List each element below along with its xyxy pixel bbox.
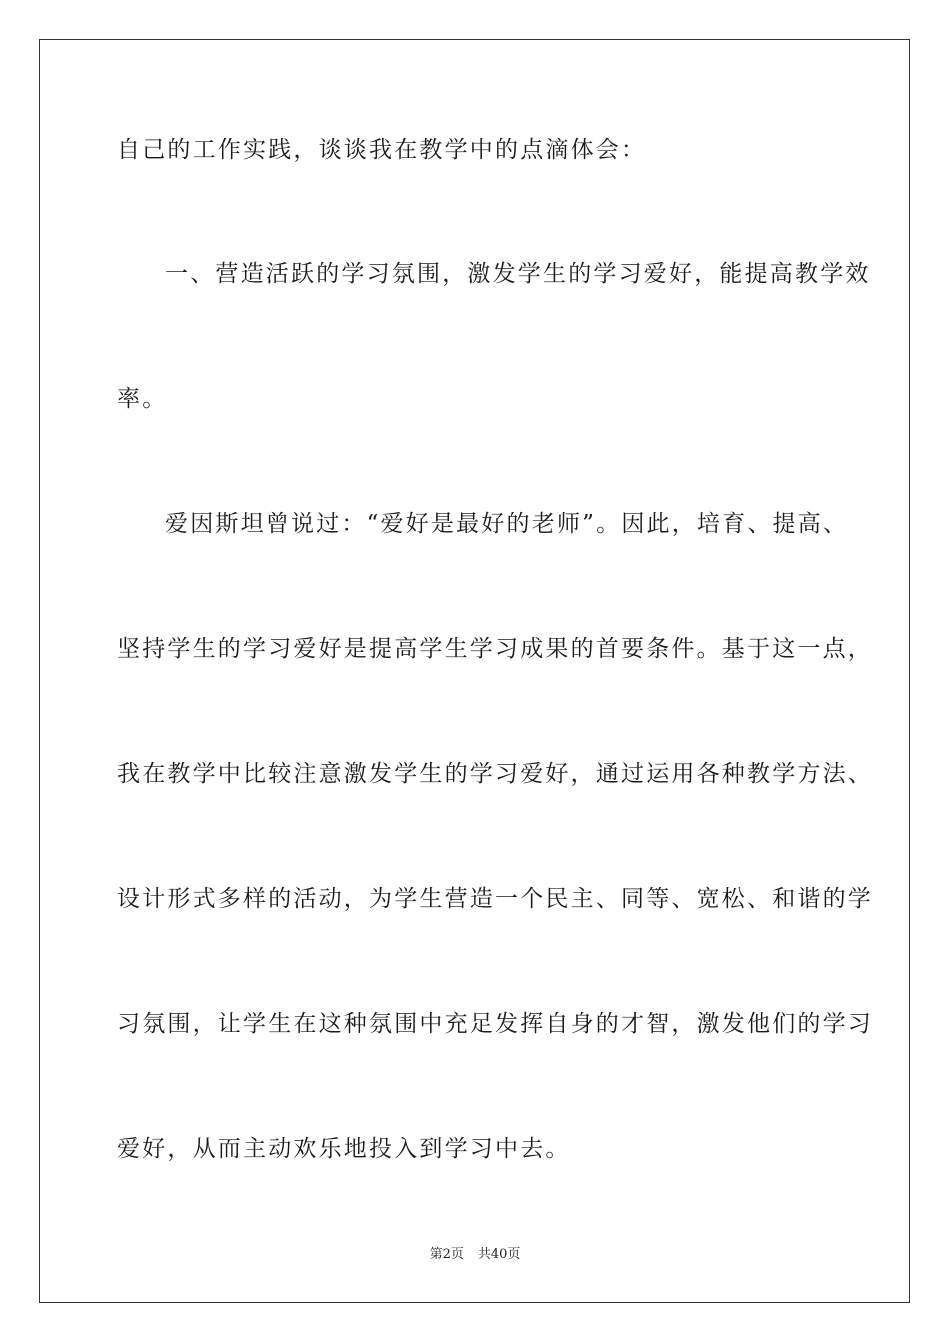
paragraph-line-3: 我在教学中比较注意激发学生的学习爱好，通过运用各种教学方法、 (117, 761, 873, 787)
paragraph-line-2: 坚持学生的学习爱好是提高学生学习成果的首要条件。基于这一点， (117, 636, 873, 662)
body-line-1: 自己的工作实践，谈谈我在教学中的点滴体会： (117, 137, 647, 163)
page-border (39, 39, 910, 1303)
page-footer (0, 1247, 950, 1263)
paragraph-line-5: 习氛围，让学生在这种氛围中充足发挥自身的才智，激发他们的学习 (117, 1011, 873, 1037)
page-number: 第2页 (429, 1247, 464, 1262)
section-heading-line-2: 率。 (117, 386, 168, 412)
page-total: 共40页 (477, 1247, 521, 1262)
section-heading-line-1: 一、营造活跃的学习氛围，激发学生的学习爱好，能提高教学效 (165, 261, 871, 287)
paragraph-line-6: 爱好，从而主动欢乐地投入到学习中去。 (117, 1136, 571, 1162)
paragraph-line-4: 设计形式多样的活动，为学生营造一个民主、同等、宽松、和谐的学 (117, 886, 873, 912)
paragraph-line-1: 爱因斯坦曾说过：“爱好是最好的老师”。因此，培育、提高、 (165, 511, 849, 537)
